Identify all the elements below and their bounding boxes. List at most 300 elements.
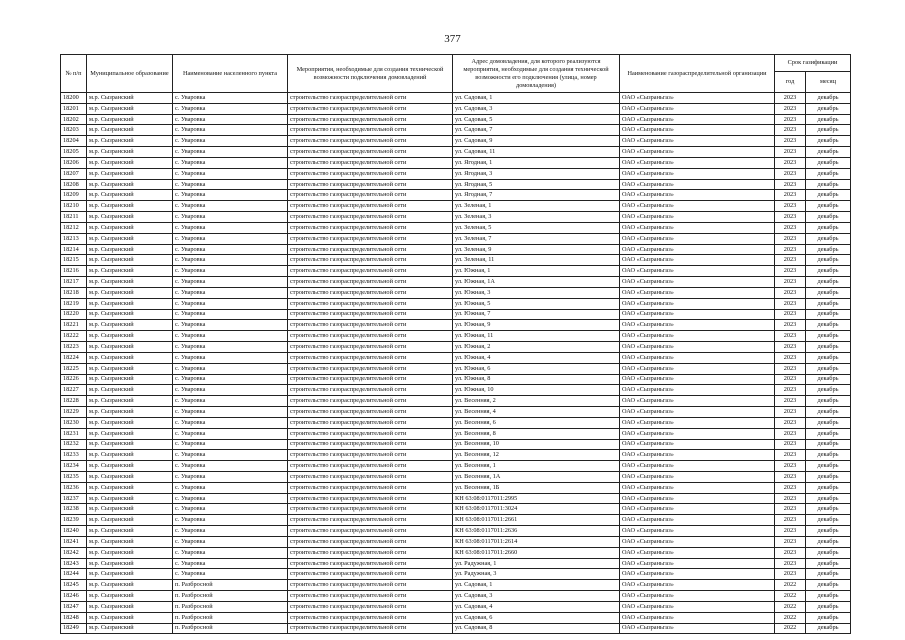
cell-municipal: м.р. Сызранский [87,526,173,537]
cell-address: ул. Садовая, 11 [453,147,620,158]
cell-month: декабрь [806,536,851,547]
cell-settlement: с. Уваровка [173,233,288,244]
cell-num: 18243 [61,558,87,569]
cell-municipal: м.р. Сызранский [87,428,173,439]
cell-measure: строительство газораспределительной сети [288,342,453,353]
cell-num: 18216 [61,266,87,277]
cell-settlement: с. Уваровка [173,515,288,526]
cell-month: декабрь [806,515,851,526]
cell-address: ул. Южная, 5 [453,298,620,309]
cell-municipal: м.р. Сызранский [87,461,173,472]
table-row [61,287,851,298]
cell-org: ОАО «Сызраньгаз» [620,417,775,428]
cell-year: 2023 [775,277,806,288]
cell-org: ОАО «Сызраньгаз» [620,407,775,418]
table-row [61,417,851,428]
cell-address: КН 63:08:0117011:2661 [453,515,620,526]
cell-address: ул. Весенняя, 1Б [453,482,620,493]
cell-municipal: м.р. Сызранский [87,417,173,428]
table-row [61,515,851,526]
header-month: месяц [806,72,851,93]
cell-year: 2023 [775,201,806,212]
table-row [61,168,851,179]
cell-municipal: м.р. Сызранский [87,287,173,298]
cell-municipal: м.р. Сызранский [87,114,173,125]
cell-measure: строительство газораспределительной сети [288,168,453,179]
cell-month: декабрь [806,461,851,472]
cell-settlement: с. Уваровка [173,471,288,482]
header-year: год [775,72,806,93]
cell-municipal: м.р. Сызранский [87,157,173,168]
cell-measure: строительство газораспределительной сети [288,93,453,104]
table-row [61,255,851,266]
cell-measure: строительство газораспределительной сети [288,147,453,158]
cell-month: декабрь [806,352,851,363]
cell-month: декабрь [806,374,851,385]
cell-year: 2023 [775,407,806,418]
table-body [61,93,851,634]
cell-month: декабрь [806,298,851,309]
cell-month: декабрь [806,407,851,418]
cell-settlement: п. Разбросной [173,591,288,602]
cell-month: декабрь [806,385,851,396]
cell-num: 18212 [61,222,87,233]
cell-num: 18210 [61,201,87,212]
cell-settlement: с. Уваровка [173,147,288,158]
cell-settlement: с. Уваровка [173,558,288,569]
cell-num: 18228 [61,396,87,407]
table-row [61,157,851,168]
cell-num: 18231 [61,428,87,439]
table-row [61,396,851,407]
table-row [61,482,851,493]
gasification-table [60,54,851,634]
table-row [61,385,851,396]
cell-num: 18208 [61,179,87,190]
cell-org: ОАО «Сызраньгаз» [620,287,775,298]
cell-settlement: с. Уваровка [173,201,288,212]
cell-settlement: с. Уваровка [173,287,288,298]
cell-municipal: м.р. Сызранский [87,601,173,612]
cell-measure: строительство газораспределительной сети [288,287,453,298]
cell-month: декабрь [806,136,851,147]
cell-address: ул. Весенняя, 4 [453,407,620,418]
cell-num: 18244 [61,569,87,580]
cell-num: 18232 [61,439,87,450]
table-row [61,222,851,233]
cell-org: ОАО «Сызраньгаз» [620,309,775,320]
cell-measure: строительство газораспределительной сети [288,439,453,450]
cell-measure: строительство газораспределительной сети [288,591,453,602]
table-row [61,461,851,472]
table-row [61,374,851,385]
cell-num: 18202 [61,114,87,125]
cell-org: ОАО «Сызраньгаз» [620,233,775,244]
cell-org: ОАО «Сызраньгаз» [620,363,775,374]
cell-address: ул. Весенняя, 6 [453,417,620,428]
header-settlement: Наименование населенного пункта [173,55,288,93]
cell-settlement: с. Уваровка [173,536,288,547]
cell-org: ОАО «Сызраньгаз» [620,515,775,526]
cell-address: ул. Весенняя, 8 [453,428,620,439]
cell-address: ул. Ягодная, 7 [453,190,620,201]
cell-measure: строительство газораспределительной сети [288,385,453,396]
cell-month: декабрь [806,526,851,537]
cell-measure: строительство газораспределительной сети [288,244,453,255]
cell-settlement: с. Уваровка [173,450,288,461]
table-row [61,212,851,223]
cell-org: ОАО «Сызраньгаз» [620,471,775,482]
cell-address: КН 63:08:0117011:3024 [453,504,620,515]
table-row [61,331,851,342]
cell-municipal: м.р. Сызранский [87,298,173,309]
cell-year: 2023 [775,190,806,201]
cell-measure: строительство газораспределительной сети [288,428,453,439]
table-row [61,439,851,450]
cell-month: декабрь [806,287,851,298]
cell-org: ОАО «Сызраньгаз» [620,179,775,190]
cell-num: 18209 [61,190,87,201]
cell-address: ул. Южная, 2 [453,342,620,353]
cell-settlement: п. Разбросной [173,601,288,612]
cell-municipal: м.р. Сызранский [87,482,173,493]
cell-address: КН 63:08:0117011:2995 [453,493,620,504]
cell-month: декабрь [806,493,851,504]
cell-num: 18233 [61,450,87,461]
cell-measure: строительство газораспределительной сети [288,201,453,212]
cell-org: ОАО «Сызраньгаз» [620,569,775,580]
cell-org: ОАО «Сызраньгаз» [620,601,775,612]
cell-settlement: с. Уваровка [173,385,288,396]
cell-measure: строительство газораспределительной сети [288,601,453,612]
cell-measure: строительство газораспределительной сети [288,623,453,634]
cell-municipal: м.р. Сызранский [87,580,173,591]
cell-org: ОАО «Сызраньгаз» [620,428,775,439]
cell-month: декабрь [806,601,851,612]
cell-month: декабрь [806,342,851,353]
cell-month: декабрь [806,580,851,591]
cell-municipal: м.р. Сызранский [87,266,173,277]
cell-settlement: с. Уваровка [173,547,288,558]
table-row [61,125,851,136]
table-row [61,103,851,114]
cell-num: 18238 [61,504,87,515]
cell-num: 18223 [61,342,87,353]
cell-measure: строительство газораспределительной сети [288,190,453,201]
cell-measure: строительство газораспределительной сети [288,536,453,547]
cell-year: 2023 [775,558,806,569]
cell-settlement: с. Уваровка [173,407,288,418]
table-row [61,612,851,623]
cell-year: 2023 [775,266,806,277]
table-row [61,450,851,461]
cell-address: ул. Южная, 1А [453,277,620,288]
cell-municipal: м.р. Сызранский [87,244,173,255]
header-org: Наименование газораспределительной организации [620,55,775,93]
cell-municipal: м.р. Сызранский [87,277,173,288]
cell-address: ул. Ягодная, 5 [453,179,620,190]
cell-measure: строительство газораспределительной сети [288,558,453,569]
cell-org: ОАО «Сызраньгаз» [620,93,775,104]
cell-address: ул. Зеленая, 1 [453,201,620,212]
cell-org: ОАО «Сызраньгаз» [620,536,775,547]
cell-num: 18205 [61,147,87,158]
cell-year: 2023 [775,471,806,482]
cell-measure: строительство газораспределительной сети [288,212,453,223]
cell-address: ул. Южная, 3 [453,287,620,298]
table-row [61,580,851,591]
cell-org: ОАО «Сызраньгаз» [620,331,775,342]
cell-measure: строительство газораспределительной сети [288,309,453,320]
cell-address: ул. Зеленая, 9 [453,244,620,255]
table-header [61,55,851,93]
cell-org: ОАО «Сызраньгаз» [620,504,775,515]
cell-num: 18229 [61,407,87,418]
cell-settlement: с. Уваровка [173,320,288,331]
cell-settlement: с. Уваровка [173,277,288,288]
cell-address: ул. Зеленая, 11 [453,255,620,266]
cell-address: ул. Весенняя, 2 [453,396,620,407]
cell-month: декабрь [806,255,851,266]
cell-measure: строительство газораспределительной сети [288,331,453,342]
cell-month: декабрь [806,591,851,602]
table-row [61,536,851,547]
cell-address: ул. Ягодная, 3 [453,168,620,179]
cell-municipal: м.р. Сызранский [87,125,173,136]
cell-municipal: м.р. Сызранский [87,547,173,558]
table-row [61,352,851,363]
cell-month: декабрь [806,212,851,223]
cell-address: КН 63:08:0117011:2614 [453,536,620,547]
cell-municipal: м.р. Сызранский [87,591,173,602]
cell-settlement: с. Уваровка [173,298,288,309]
cell-municipal: м.р. Сызранский [87,168,173,179]
cell-year: 2023 [775,504,806,515]
cell-address: КН 63:08:0117011:2660 [453,547,620,558]
table-row [61,320,851,331]
cell-settlement: с. Уваровка [173,461,288,472]
cell-year: 2023 [775,179,806,190]
cell-municipal: м.р. Сызранский [87,342,173,353]
cell-measure: строительство газораспределительной сети [288,255,453,266]
cell-measure: строительство газораспределительной сети [288,114,453,125]
cell-year: 2023 [775,93,806,104]
cell-settlement: с. Уваровка [173,569,288,580]
cell-address: ул. Весенняя, 1А [453,471,620,482]
cell-address: ул. Весенняя, 1 [453,461,620,472]
cell-address: ул. Садовая, 1 [453,580,620,591]
cell-num: 18215 [61,255,87,266]
cell-municipal: м.р. Сызранский [87,450,173,461]
cell-measure: строительство газораспределительной сети [288,179,453,190]
cell-month: декабрь [806,222,851,233]
cell-settlement: с. Уваровка [173,157,288,168]
cell-num: 18248 [61,612,87,623]
cell-municipal: м.р. Сызранский [87,136,173,147]
cell-settlement: с. Уваровка [173,309,288,320]
cell-year: 2023 [775,103,806,114]
cell-year: 2023 [775,352,806,363]
cell-month: декабрь [806,266,851,277]
cell-org: ОАО «Сызраньгаз» [620,157,775,168]
cell-year: 2023 [775,320,806,331]
cell-measure: строительство газораспределительной сети [288,612,453,623]
cell-num: 18222 [61,331,87,342]
cell-settlement: с. Уваровка [173,266,288,277]
cell-settlement: с. Уваровка [173,374,288,385]
cell-month: декабрь [806,569,851,580]
cell-month: декабрь [806,277,851,288]
table-row [61,147,851,158]
cell-measure: строительство газораспределительной сети [288,547,453,558]
cell-municipal: м.р. Сызранский [87,471,173,482]
cell-address: ул. Радужная, 3 [453,569,620,580]
header-num: № п/п [61,55,87,93]
cell-num: 18219 [61,298,87,309]
cell-org: ОАО «Сызраньгаз» [620,352,775,363]
cell-month: декабрь [806,547,851,558]
cell-org: ОАО «Сызраньгаз» [620,277,775,288]
cell-address: ул. Южная, 8 [453,374,620,385]
cell-settlement: с. Уваровка [173,428,288,439]
cell-org: ОАО «Сызраньгаз» [620,385,775,396]
cell-measure: строительство газораспределительной сети [288,515,453,526]
cell-month: декабрь [806,450,851,461]
cell-address: ул. Весенняя, 12 [453,450,620,461]
table-row [61,591,851,602]
cell-year: 2023 [775,342,806,353]
cell-municipal: м.р. Сызранский [87,493,173,504]
table-row [61,547,851,558]
cell-month: декабрь [806,504,851,515]
cell-year: 2023 [775,212,806,223]
cell-municipal: м.р. Сызранский [87,255,173,266]
cell-measure: строительство газораспределительной сети [288,233,453,244]
table-row [61,179,851,190]
cell-settlement: с. Уваровка [173,482,288,493]
cell-address: ул. Садовая, 9 [453,136,620,147]
cell-municipal: м.р. Сызранский [87,320,173,331]
header-address: Адрес домовладения, для которого реализуются мероприятия, необходимые для создания технической возможности его подключения (улица, номер домовладения) [453,55,620,93]
table-row [61,526,851,537]
table-row [61,569,851,580]
cell-month: декабрь [806,558,851,569]
cell-month: декабрь [806,623,851,634]
cell-address: ул. Зеленая, 5 [453,222,620,233]
cell-num: 18201 [61,103,87,114]
cell-year: 2023 [775,331,806,342]
cell-address: ул. Южная, 4 [453,352,620,363]
cell-measure: строительство газораспределительной сети [288,103,453,114]
cell-org: ОАО «Сызраньгаз» [620,493,775,504]
cell-measure: строительство газораспределительной сети [288,493,453,504]
cell-settlement: п. Разбросной [173,623,288,634]
cell-num: 18249 [61,623,87,634]
cell-settlement: с. Уваровка [173,417,288,428]
cell-year: 2023 [775,244,806,255]
cell-measure: строительство газораспределительной сети [288,374,453,385]
cell-num: 18246 [61,591,87,602]
cell-num: 18240 [61,526,87,537]
table-row [61,558,851,569]
cell-org: ОАО «Сызраньгаз» [620,342,775,353]
cell-settlement: с. Уваровка [173,168,288,179]
cell-municipal: м.р. Сызранский [87,558,173,569]
cell-settlement: с. Уваровка [173,212,288,223]
cell-year: 2023 [775,233,806,244]
cell-month: декабрь [806,428,851,439]
cell-measure: строительство газораспределительной сети [288,450,453,461]
table-row [61,244,851,255]
cell-address: ул. Садовая, 5 [453,114,620,125]
cell-year: 2023 [775,298,806,309]
cell-settlement: с. Уваровка [173,93,288,104]
table-row [61,471,851,482]
table-row [61,309,851,320]
table-row [61,277,851,288]
cell-settlement: с. Уваровка [173,352,288,363]
cell-month: декабрь [806,482,851,493]
cell-num: 18226 [61,374,87,385]
cell-year: 2023 [775,569,806,580]
cell-num: 18224 [61,352,87,363]
cell-num: 18242 [61,547,87,558]
cell-num: 18211 [61,212,87,223]
cell-org: ОАО «Сызраньгаз» [620,374,775,385]
cell-org: ОАО «Сызраньгаз» [620,526,775,537]
cell-num: 18218 [61,287,87,298]
cell-municipal: м.р. Сызранский [87,363,173,374]
cell-address: ул. Садовая, 1 [453,93,620,104]
cell-month: декабрь [806,93,851,104]
cell-municipal: м.р. Сызранский [87,385,173,396]
cell-month: декабрь [806,179,851,190]
cell-org: ОАО «Сызраньгаз» [620,612,775,623]
table-row [61,363,851,374]
cell-num: 18204 [61,136,87,147]
cell-month: декабрь [806,190,851,201]
table-row [61,298,851,309]
cell-num: 18235 [61,471,87,482]
cell-measure: строительство газораспределительной сети [288,352,453,363]
cell-month: декабрь [806,233,851,244]
cell-num: 18220 [61,309,87,320]
cell-num: 18230 [61,417,87,428]
cell-org: ОАО «Сызраньгаз» [620,168,775,179]
cell-month: декабрь [806,201,851,212]
cell-num: 18221 [61,320,87,331]
cell-municipal: м.р. Сызранский [87,190,173,201]
cell-org: ОАО «Сызраньгаз» [620,201,775,212]
cell-year: 2023 [775,385,806,396]
cell-year: 2023 [775,255,806,266]
cell-measure: строительство газораспределительной сети [288,569,453,580]
cell-org: ОАО «Сызраньгаз» [620,125,775,136]
cell-measure: строительство газораспределительной сети [288,320,453,331]
cell-org: ОАО «Сызраньгаз» [620,591,775,602]
cell-year: 2022 [775,601,806,612]
cell-address: ул. Радужная, 1 [453,558,620,569]
cell-municipal: м.р. Сызранский [87,504,173,515]
cell-address: ул. Садовая, 8 [453,623,620,634]
cell-municipal: м.р. Сызранский [87,536,173,547]
cell-num: 18225 [61,363,87,374]
cell-address: ул. Южная, 1 [453,266,620,277]
cell-municipal: м.р. Сызранский [87,569,173,580]
cell-municipal: м.р. Сызранский [87,309,173,320]
table-row [61,407,851,418]
cell-org: ОАО «Сызраньгаз» [620,136,775,147]
